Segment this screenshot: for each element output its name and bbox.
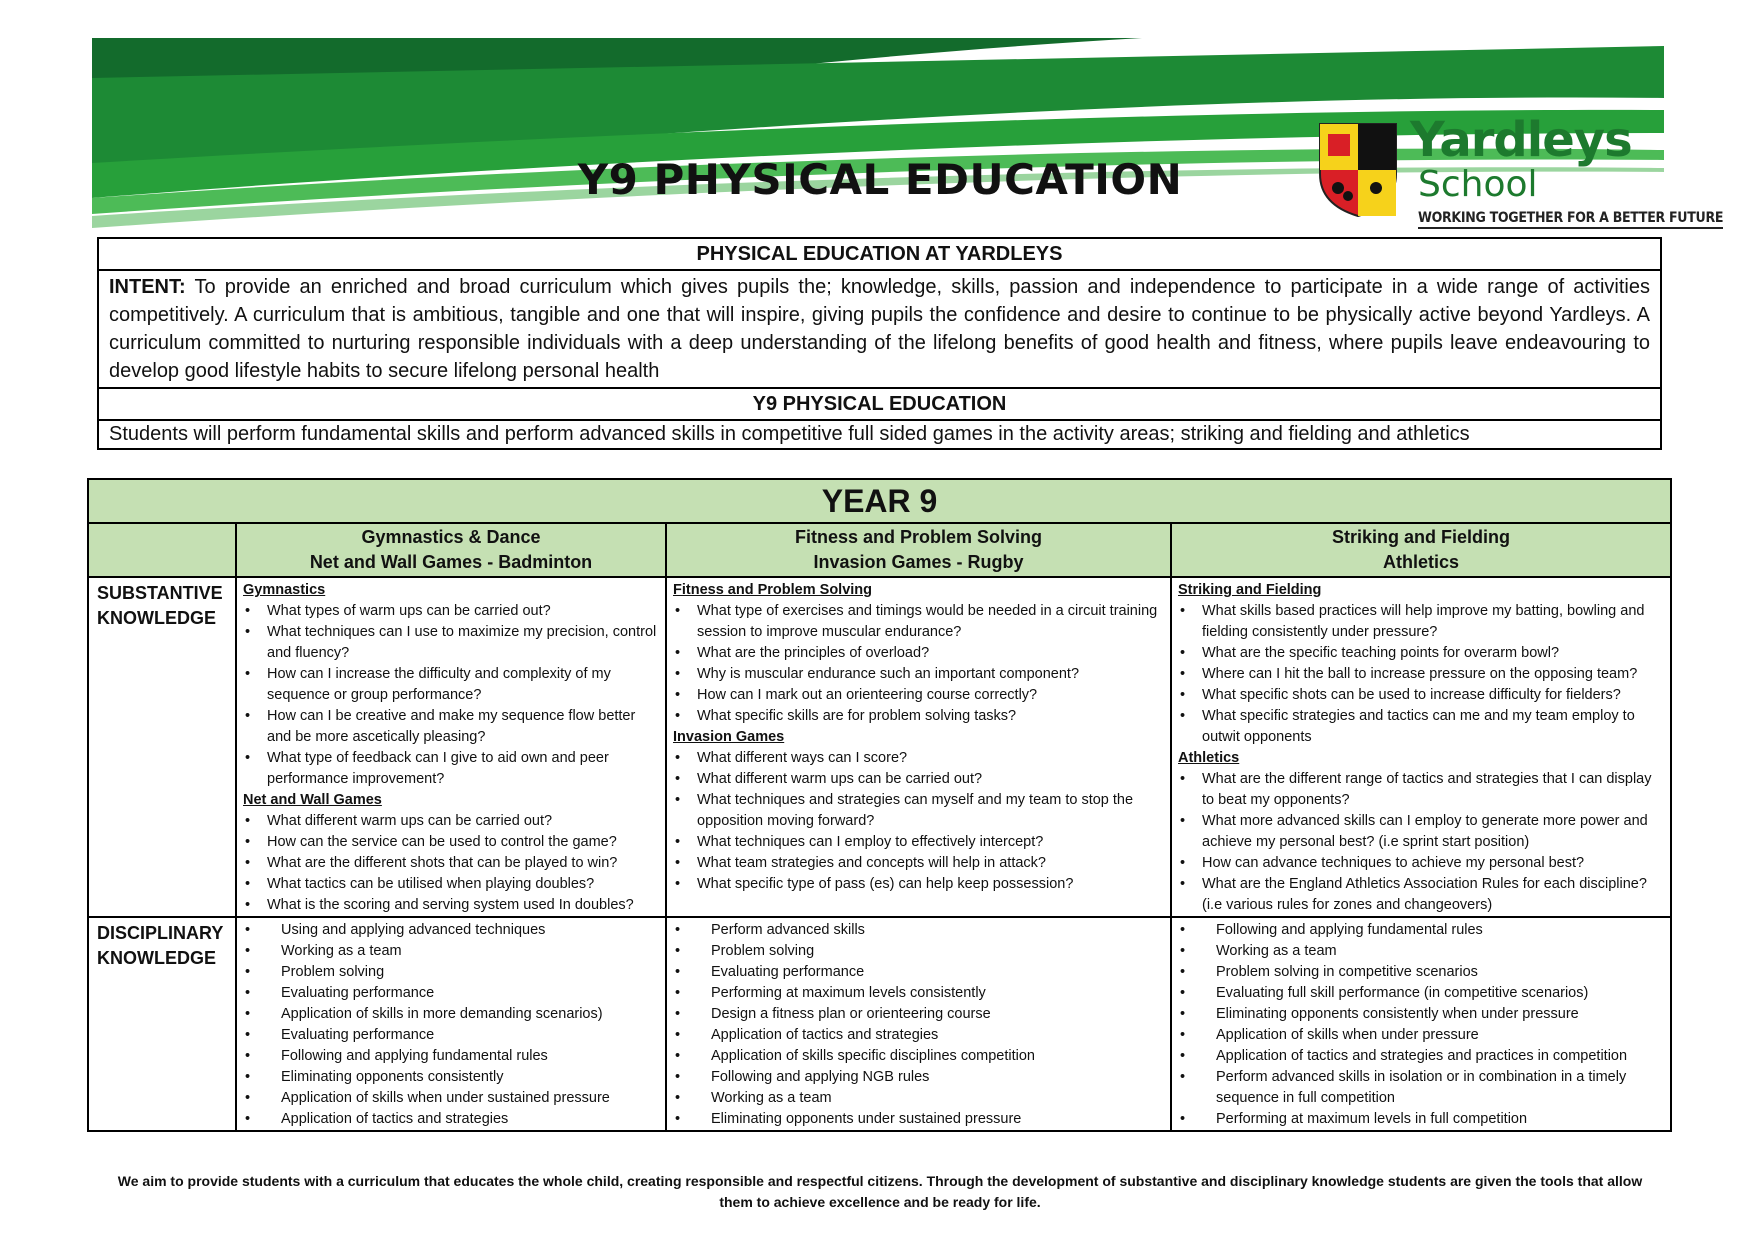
list-item: • Application of tactics and strategies and practices in competition	[1178, 1046, 1664, 1067]
column-header-line: Net and Wall Games - Badminton	[309, 552, 593, 572]
column-header	[1171, 523, 1671, 577]
list-item: • Application of tactics and strategies	[673, 1025, 1164, 1046]
row-header-substantive: SUBSTANTIVE KNOWLEDGE	[88, 577, 236, 917]
disciplinary-cell	[666, 917, 1171, 1131]
list-item: • What are the principles of overload?	[673, 643, 1164, 664]
section-heading: Athletics	[1178, 750, 1240, 766]
list-item: • What specific shots can be used to increase difficulty for fielders?	[1178, 685, 1664, 706]
list-item: • Using and applying advanced techniques	[243, 920, 659, 941]
list-item: • Evaluating performance	[243, 983, 659, 1004]
list-item: • Working as a team	[243, 941, 659, 962]
list-item: • Working as a team	[1178, 941, 1664, 962]
column-header-line: Gymnastics & Dance	[361, 527, 541, 547]
list-item: • What team strategies and concepts will help in attack?	[673, 853, 1164, 874]
substantive-cell	[236, 577, 666, 917]
corner-cell	[88, 523, 236, 577]
school-logo	[1318, 112, 1724, 238]
list-item: • Why is muscular endurance such an important component?	[673, 664, 1164, 685]
column-header-line: Athletics	[1383, 552, 1460, 572]
intent-text: To provide an enriched and broad curriculum which gives pupils the; knowledge, skills, passion and independence to participate in a wide range of activities competitively. A curriculum that is ambitious, tangible and one that will inspire, giving pupils the confidence and desire to continue to be physically active beyond Yardleys. A curriculum committed to nurturing responsible individuals with a deep understanding of the lifelong benefits of good health and fitness, where pupils leave endeavouring to develop good lifestyle habits to secure lifelong personal health	[109, 276, 1650, 382]
list-item: • Perform advanced skills in isolation or in combination in a timely sequence in full competition	[1178, 1067, 1664, 1109]
list-item: • What are the England Athletics Association Rules for each discipline? (i.e various rules for zones and changeovers)	[1178, 874, 1664, 916]
list-item: • What different warm ups can be carried out?	[673, 769, 1164, 790]
list-item: • How can I increase the difficulty and complexity of my sequence or group performance?	[243, 664, 659, 706]
list-item: • What tactics can be utilised when playing doubles?	[243, 874, 659, 895]
list-item: • How can advance techniques to achieve my personal best?	[1178, 853, 1664, 874]
page-title: Y9 PHYSICAL EDUCATION	[577, 155, 1183, 204]
list-item: • What different ways can I score?	[673, 748, 1164, 769]
list-item: • Application of skills when under sustained pressure	[243, 1088, 659, 1109]
list-item: • Evaluating performance	[243, 1025, 659, 1046]
list-item: • What specific skills are for problem solving tasks?	[673, 706, 1164, 727]
column-header-line: Striking and Fielding	[1332, 527, 1511, 547]
list-item: • Following and applying fundamental rules	[243, 1046, 659, 1067]
disciplinary-cell	[236, 917, 666, 1131]
list-item: • Where can I hit the ball to increase pressure on the opposing team?	[1178, 664, 1664, 685]
list-item: • Application of skills when under pressure	[1178, 1025, 1664, 1046]
list-item: • What are the different shots that can be played to win?	[243, 853, 659, 874]
list-item: • Design a fitness plan or orienteering course	[673, 1004, 1164, 1025]
list-item: • Evaluating full skill performance (in competitive scenarios)	[1178, 983, 1664, 1004]
logo-tagline: WORKING TOGETHER FOR A BETTER FUTURE	[1418, 210, 1723, 229]
list-item: • What specific strategies and tactics can me and my team employ to outwit opponents	[1178, 706, 1664, 748]
column-header	[666, 523, 1171, 577]
bullet-list	[1178, 920, 1664, 1130]
list-item: • What type of exercises and timings would be needed in a circuit training session to improve muscular endurance?	[673, 601, 1164, 643]
intent-label: INTENT:	[109, 276, 186, 298]
list-item: • Working as a team	[673, 1088, 1164, 1109]
logo-name: Yardleys	[1410, 112, 1632, 168]
bullet-list	[673, 920, 1164, 1130]
list-item: • Application of skills in more demanding scenarios)	[243, 1004, 659, 1025]
list-item: • Problem solving	[243, 962, 659, 983]
list-item: • How can I be creative and make my sequence flow better and be more ascetically pleasing?	[243, 706, 659, 748]
list-item: • How can the service can be used to control the game?	[243, 832, 659, 853]
list-item: • Application of skills specific disciplines competition	[673, 1046, 1164, 1067]
list-item: • What is the scoring and serving system used In doubles?	[243, 895, 659, 916]
list-item: • Performing at maximum levels consistently	[673, 983, 1164, 1004]
bullet-list	[243, 920, 659, 1130]
intro-heading: PHYSICAL EDUCATION AT YARDLEYS	[98, 238, 1661, 270]
bullet-list	[243, 811, 659, 916]
list-item: • Following and applying fundamental rules	[1178, 920, 1664, 941]
list-item: • What are the different range of tactics and strategies that I can display to beat my opponents?	[1178, 769, 1664, 811]
list-item: • How can I mark out an orienteering course correctly?	[673, 685, 1164, 706]
column-header-line: Invasion Games - Rugby	[813, 552, 1024, 572]
intro-table	[97, 237, 1662, 450]
section-heading: Invasion Games	[673, 729, 785, 745]
substantive-cell	[666, 577, 1171, 917]
list-item: • Following and applying NGB rules	[673, 1067, 1164, 1088]
row-header-disciplinary: DISCIPLINARY KNOWLEDGE	[88, 917, 236, 1131]
summary-text: Students will perform fundamental skills and perform advanced skills in competitive full sided games in the activity areas; striking and fielding and athletics	[98, 420, 1661, 449]
bullet-list	[1178, 601, 1664, 748]
list-item: • What techniques and strategies can myself and my team to stop the opposition moving forward?	[673, 790, 1164, 832]
substantive-cell	[1171, 577, 1671, 917]
bullet-list	[243, 601, 659, 790]
list-item: • Application of tactics and strategies	[243, 1109, 659, 1130]
intent-paragraph	[98, 270, 1661, 388]
column-header	[236, 523, 666, 577]
list-item: • Problem solving	[673, 941, 1164, 962]
list-item: • What specific type of pass (es) can help keep possession?	[673, 874, 1164, 895]
list-item: • Eliminating opponents under sustained pressure	[673, 1109, 1164, 1130]
list-item: • What more advanced skills can I employ to generate more power and achieve my personal best? (i.e sprint start position)	[1178, 811, 1664, 853]
school-crest-icon	[1318, 122, 1398, 218]
list-item: • What different warm ups can be carried out?	[243, 811, 659, 832]
disciplinary-cell	[1171, 917, 1671, 1131]
year-title: YEAR 9	[88, 479, 1671, 523]
bullet-list	[1178, 769, 1664, 916]
footer-statement: We aim to provide students with a curriculum that educates the whole child, creating responsible and respectful citizens. Through the development of substantive and disciplinary knowledge students are given the tools that allow them to achieve excellence and be ready for life.	[117, 1173, 1643, 1210]
list-item: • Eliminating opponents consistently when under pressure	[1178, 1004, 1664, 1025]
year-heading: Y9 PHYSICAL EDUCATION	[98, 388, 1661, 420]
list-item: • What techniques can I employ to effectively intercept?	[673, 832, 1164, 853]
list-item: • Perform advanced skills	[673, 920, 1164, 941]
column-header-line: Fitness and Problem Solving	[794, 527, 1043, 547]
section-heading: Striking and Fielding	[1178, 582, 1322, 598]
bullet-list	[673, 601, 1164, 727]
list-item: • What type of feedback can I give to aid own and peer performance improvement?	[243, 748, 659, 790]
list-item: • Problem solving in competitive scenarios	[1178, 962, 1664, 983]
section-heading: Net and Wall Games	[243, 792, 382, 808]
list-item: • What are the specific teaching points for overarm bowl?	[1178, 643, 1664, 664]
list-item: • Eliminating opponents consistently	[243, 1067, 659, 1088]
list-item: • What skills based practices will help improve my batting, bowling and fielding consistently under pressure?	[1178, 601, 1664, 643]
list-item: • What types of warm ups can be carried out?	[243, 601, 659, 622]
list-item: • What techniques can I use to maximize my precision, control and fluency?	[243, 622, 659, 664]
section-heading: Gymnastics	[243, 582, 326, 598]
section-heading: Fitness and Problem Solving	[673, 582, 873, 598]
curriculum-grid	[87, 478, 1672, 1132]
list-item: • Evaluating performance	[673, 962, 1164, 983]
logo-school: School	[1418, 164, 1538, 205]
list-item: • Performing at maximum levels in full competition	[1178, 1109, 1664, 1130]
bullet-list	[673, 748, 1164, 895]
